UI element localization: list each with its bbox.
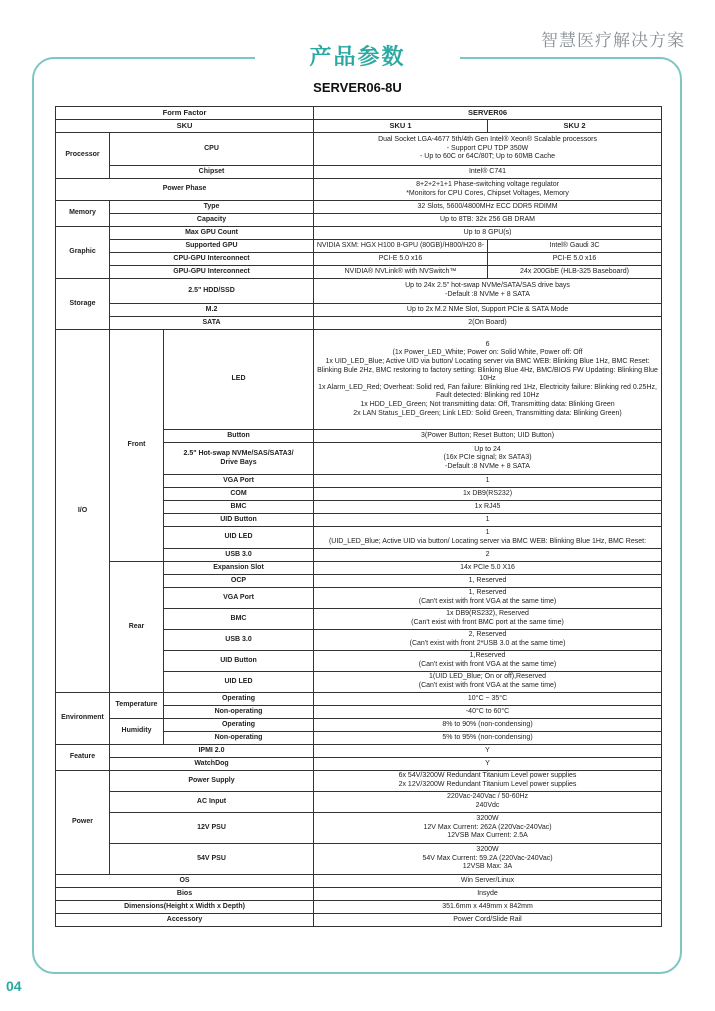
rear-uid-led-value: 1(UID LED_Blue; On or off),Reserved (Can't exist with front VGA at the same time) xyxy=(314,672,662,693)
table-row xyxy=(56,914,662,927)
hum-operating-value: 8% to 90% (non-condensing) xyxy=(314,719,662,732)
feature-label: Feature xyxy=(56,745,110,771)
form-factor-label: Form Factor xyxy=(56,107,314,120)
table-row xyxy=(56,227,662,240)
hum-operating-label: Operating xyxy=(164,719,314,732)
table-row xyxy=(56,693,662,706)
table-row xyxy=(56,214,662,227)
spec-table xyxy=(55,106,662,927)
temp-operating-value: 10°C ~ 35°C xyxy=(314,693,662,706)
ocp-value: 1, Reserved xyxy=(314,575,662,588)
supported-gpu-sku1: NVIDIA SXM: HGX H100 8-GPU (80GB)/H800/H20 8- xyxy=(314,240,488,253)
sku-label: SKU xyxy=(56,120,314,133)
io-label: I/O xyxy=(56,330,110,693)
graphic-label: Graphic xyxy=(56,227,110,279)
chipset-value: Intel® C741 xyxy=(314,166,662,179)
table-row xyxy=(56,719,662,732)
bmc-value: 1x RJ45 xyxy=(314,501,662,514)
rear-usb-label: USB 3.0 xyxy=(164,630,314,651)
rear-label: Rear xyxy=(110,562,164,693)
environment-label: Environment xyxy=(56,693,110,745)
accessory-label: Accessory xyxy=(56,914,314,927)
led-value: 6 (1x Power_LED_White; Power on: Solid White, Power off: Off 1x UID_LED_Blue; Active UID via button/ Locating server via BMC WEB: Blinking Blue 1Hz, BMC Reset: Blinking Bule 2Hz, BMC restoring to factory setting: Blinking Blue 4Hz, BMC/BIOS FW Updating: Blinking Blue 10Hz 1x Alarm_LED_Red; Overheat: Solid red, Fan failure: Blinking red 1Hz, Electricity failure: Blinking red 0.25Hz, Fault detected: Blinking red 10Hz 1x HDD_LED_Green; Not transmitting data: Off, Transmitting data: Blinking Green 2x LAN Status_LED_Green; Link LED: Solid Green, Transmitting data: Blinking Green) xyxy=(314,330,662,430)
rear-usb-value: 2, Reserved (Can't exist with front 2*USB 3.0 at the same time) xyxy=(314,630,662,651)
power-phase-label: Power Phase xyxy=(56,179,314,201)
mem-capacity-label: Capacity xyxy=(110,214,314,227)
table-row xyxy=(56,813,662,844)
table-row xyxy=(56,240,662,253)
mem-type-value: 32 Slots, 5600/4800MHz ECC DDR5 RDIMM xyxy=(314,201,662,214)
processor-label: Processor xyxy=(56,133,110,179)
mem-type-label: Type xyxy=(110,201,314,214)
rear-vga-value: 1, Reserved (Can't exist with front VGA at the same time) xyxy=(314,588,662,609)
os-label: OS xyxy=(56,875,314,888)
dimensions-value: 351.6mm x 449mm x 842mm xyxy=(314,901,662,914)
cpu-gpu-sku1: PCI-E 5.0 x16 xyxy=(314,253,488,266)
ac-input-label: AC Input xyxy=(110,792,314,813)
uid-button-label: UID Button xyxy=(164,514,314,527)
table-row xyxy=(56,562,662,575)
page-number: 04 xyxy=(6,978,22,994)
table-row xyxy=(56,166,662,179)
chipset-label: Chipset xyxy=(110,166,314,179)
bios-value: Insyde xyxy=(314,888,662,901)
table-row xyxy=(56,133,662,166)
psu12-label: 12V PSU xyxy=(110,813,314,844)
table-row xyxy=(56,120,662,133)
memory-label: Memory xyxy=(56,201,110,227)
power-label: Power xyxy=(56,771,110,875)
table-row xyxy=(56,304,662,317)
table-row xyxy=(56,330,662,430)
temp-operating-label: Operating xyxy=(164,693,314,706)
com-label: COM xyxy=(164,488,314,501)
button-value: 3(Power Button; Reset Button; UID Button) xyxy=(314,430,662,443)
rear-bmc-label: BMC xyxy=(164,609,314,630)
ipmi-value: Y xyxy=(314,745,662,758)
temperature-label: Temperature xyxy=(110,693,164,719)
psu54-value: 3200W 54V Max Current: 59.2A (220Vac-240Vac) 12VSB Max: 3A xyxy=(314,844,662,875)
table-row xyxy=(56,875,662,888)
gpu-gpu-sku2: 24x 200GbE (HLB-325 Baseboard) xyxy=(488,266,662,279)
watchdog-label: WatchDog xyxy=(110,758,314,771)
table-row xyxy=(56,253,662,266)
front-label: Front xyxy=(110,330,164,562)
table-row xyxy=(56,201,662,214)
hdd-ssd-value: Up to 24x 2.5" hot-swap NVMe/SATA/SAS drive bays -Default :8 NVMe + 8 SATA xyxy=(314,279,662,304)
psu54-label: 54V PSU xyxy=(110,844,314,875)
button-label: Button xyxy=(164,430,314,443)
vga-port-value: 1 xyxy=(314,475,662,488)
table-row xyxy=(56,888,662,901)
table-row xyxy=(56,745,662,758)
rear-bmc-value: 1x DB9(RS232), Reserved (Can't exist with front BMC port at the same time) xyxy=(314,609,662,630)
supported-gpu-sku2: Intel® Gaudi 3C xyxy=(488,240,662,253)
hum-non-operating-value: 5% to 95% (non-condensing) xyxy=(314,732,662,745)
power-supply-label: Power Supply xyxy=(110,771,314,792)
power-phase-value: 8+2+2+1+1 Phase-switching voltage regulator *Monitors for CPU Cores, Chipset Voltages, Memory xyxy=(314,179,662,201)
sata-value: 2(On Board) xyxy=(314,317,662,330)
ipmi-label: IPMI 2.0 xyxy=(110,745,314,758)
table-row xyxy=(56,901,662,914)
title-wrap xyxy=(255,38,460,78)
temp-non-operating-label: Non-operating xyxy=(164,706,314,719)
usb3-value: 2 xyxy=(314,549,662,562)
table-row xyxy=(56,844,662,875)
table-row xyxy=(56,758,662,771)
watchdog-value: Y xyxy=(314,758,662,771)
max-gpu-label: Max GPU Count xyxy=(110,227,314,240)
psu12-value: 3200W 12V Max Current: 262A (220Vac-240Vac) 12VSB Max Current: 2.5A xyxy=(314,813,662,844)
sku2-header: SKU 2 xyxy=(488,120,662,133)
power-supply-value: 6x 54V/3200W Redundant Titanium Level power supplies 2x 12V/3200W Redundant Titanium Level power supplies xyxy=(314,771,662,792)
cpu-gpu-label: CPU-GPU Interconnect xyxy=(110,253,314,266)
sku1-header: SKU 1 xyxy=(314,120,488,133)
supported-gpu-label: Supported GPU xyxy=(110,240,314,253)
mem-capacity-value: Up to 8TB: 32x 256 GB DRAM xyxy=(314,214,662,227)
uid-led-value: 1 (UID_LED_Blue; Active UID via button/ Locating server via BMC WEB: Blinking Blue 1Hz, BMC Reset: xyxy=(314,527,662,549)
ac-input-value: 220Vac-240Vac / 50-60Hz 240Vdc xyxy=(314,792,662,813)
expansion-slot-value: 14x PCIe 5.0 X16 xyxy=(314,562,662,575)
expansion-slot-label: Expansion Slot xyxy=(164,562,314,575)
table-row xyxy=(56,771,662,792)
com-value: 1x DB9(RS232) xyxy=(314,488,662,501)
drive-bays-label: 2.5" Hot-swap NVMe/SAS/SATA3/ Drive Bays xyxy=(164,443,314,475)
product-model: SERVER06-8U xyxy=(313,80,402,95)
table-row xyxy=(56,266,662,279)
temp-non-operating-value: -40°C to 60°C xyxy=(314,706,662,719)
rear-vga-label: VGA Port xyxy=(164,588,314,609)
m2-label: M.2 xyxy=(110,304,314,317)
bios-label: Bios xyxy=(56,888,314,901)
rear-uid-button-value: 1,Reserved (Can't exist with front VGA at the same time) xyxy=(314,651,662,672)
sata-label: SATA xyxy=(110,317,314,330)
table-row xyxy=(56,792,662,813)
uid-button-value: 1 xyxy=(314,514,662,527)
table-row xyxy=(56,317,662,330)
table-row xyxy=(56,279,662,304)
accessory-value: Power Cord/Slide Rail xyxy=(314,914,662,927)
gpu-gpu-sku1: NVIDIA® NVLink® with NVSwitch™ xyxy=(314,266,488,279)
storage-label: Storage xyxy=(56,279,110,330)
form-factor-value: SERVER06 xyxy=(314,107,662,120)
humidity-label: Humidity xyxy=(110,719,164,745)
hum-non-operating-label: Non-operating xyxy=(164,732,314,745)
max-gpu-value: Up to 8 GPU(s) xyxy=(314,227,662,240)
m2-value: Up to 2x M.2 NMe Slot, Support PCIe & SATA Mode xyxy=(314,304,662,317)
bmc-label: BMC xyxy=(164,501,314,514)
table-row xyxy=(56,179,662,201)
os-value: Win Server/Linux xyxy=(314,875,662,888)
hdd-ssd-label: 2.5" HDD/SSD xyxy=(110,279,314,304)
cpu-gpu-sku2: PCI-E 5.0 x16 xyxy=(488,253,662,266)
gpu-gpu-label: GPU-GPU Interconnect xyxy=(110,266,314,279)
drive-bays-value: Up to 24 (16x PCIe signal; 8x SATA3) -Default :8 NVMe + 8 SATA xyxy=(314,443,662,475)
cpu-label: CPU xyxy=(110,133,314,166)
page-title: 产品参数 xyxy=(309,45,406,70)
ocp-label: OCP xyxy=(164,575,314,588)
rear-uid-button-label: UID Button xyxy=(164,651,314,672)
brand-label: 智慧医疗解决方案 xyxy=(541,31,685,51)
table-row xyxy=(56,107,662,120)
dimensions-label: Dimensions(Height x Width x Depth) xyxy=(56,901,314,914)
vga-port-label: VGA Port xyxy=(164,475,314,488)
rear-uid-led-label: UID LED xyxy=(164,672,314,693)
led-label: LED xyxy=(164,330,314,430)
usb3-label: USB 3.0 xyxy=(164,549,314,562)
cpu-value: Dual Socket LGA-4677 5th/4th Gen Intel® Xeon® Scalable processors - Support CPU TDP 350W - Up to 60C or 64C/80T; Up to 60MB Cache xyxy=(314,133,662,166)
uid-led-label: UID LED xyxy=(164,527,314,549)
